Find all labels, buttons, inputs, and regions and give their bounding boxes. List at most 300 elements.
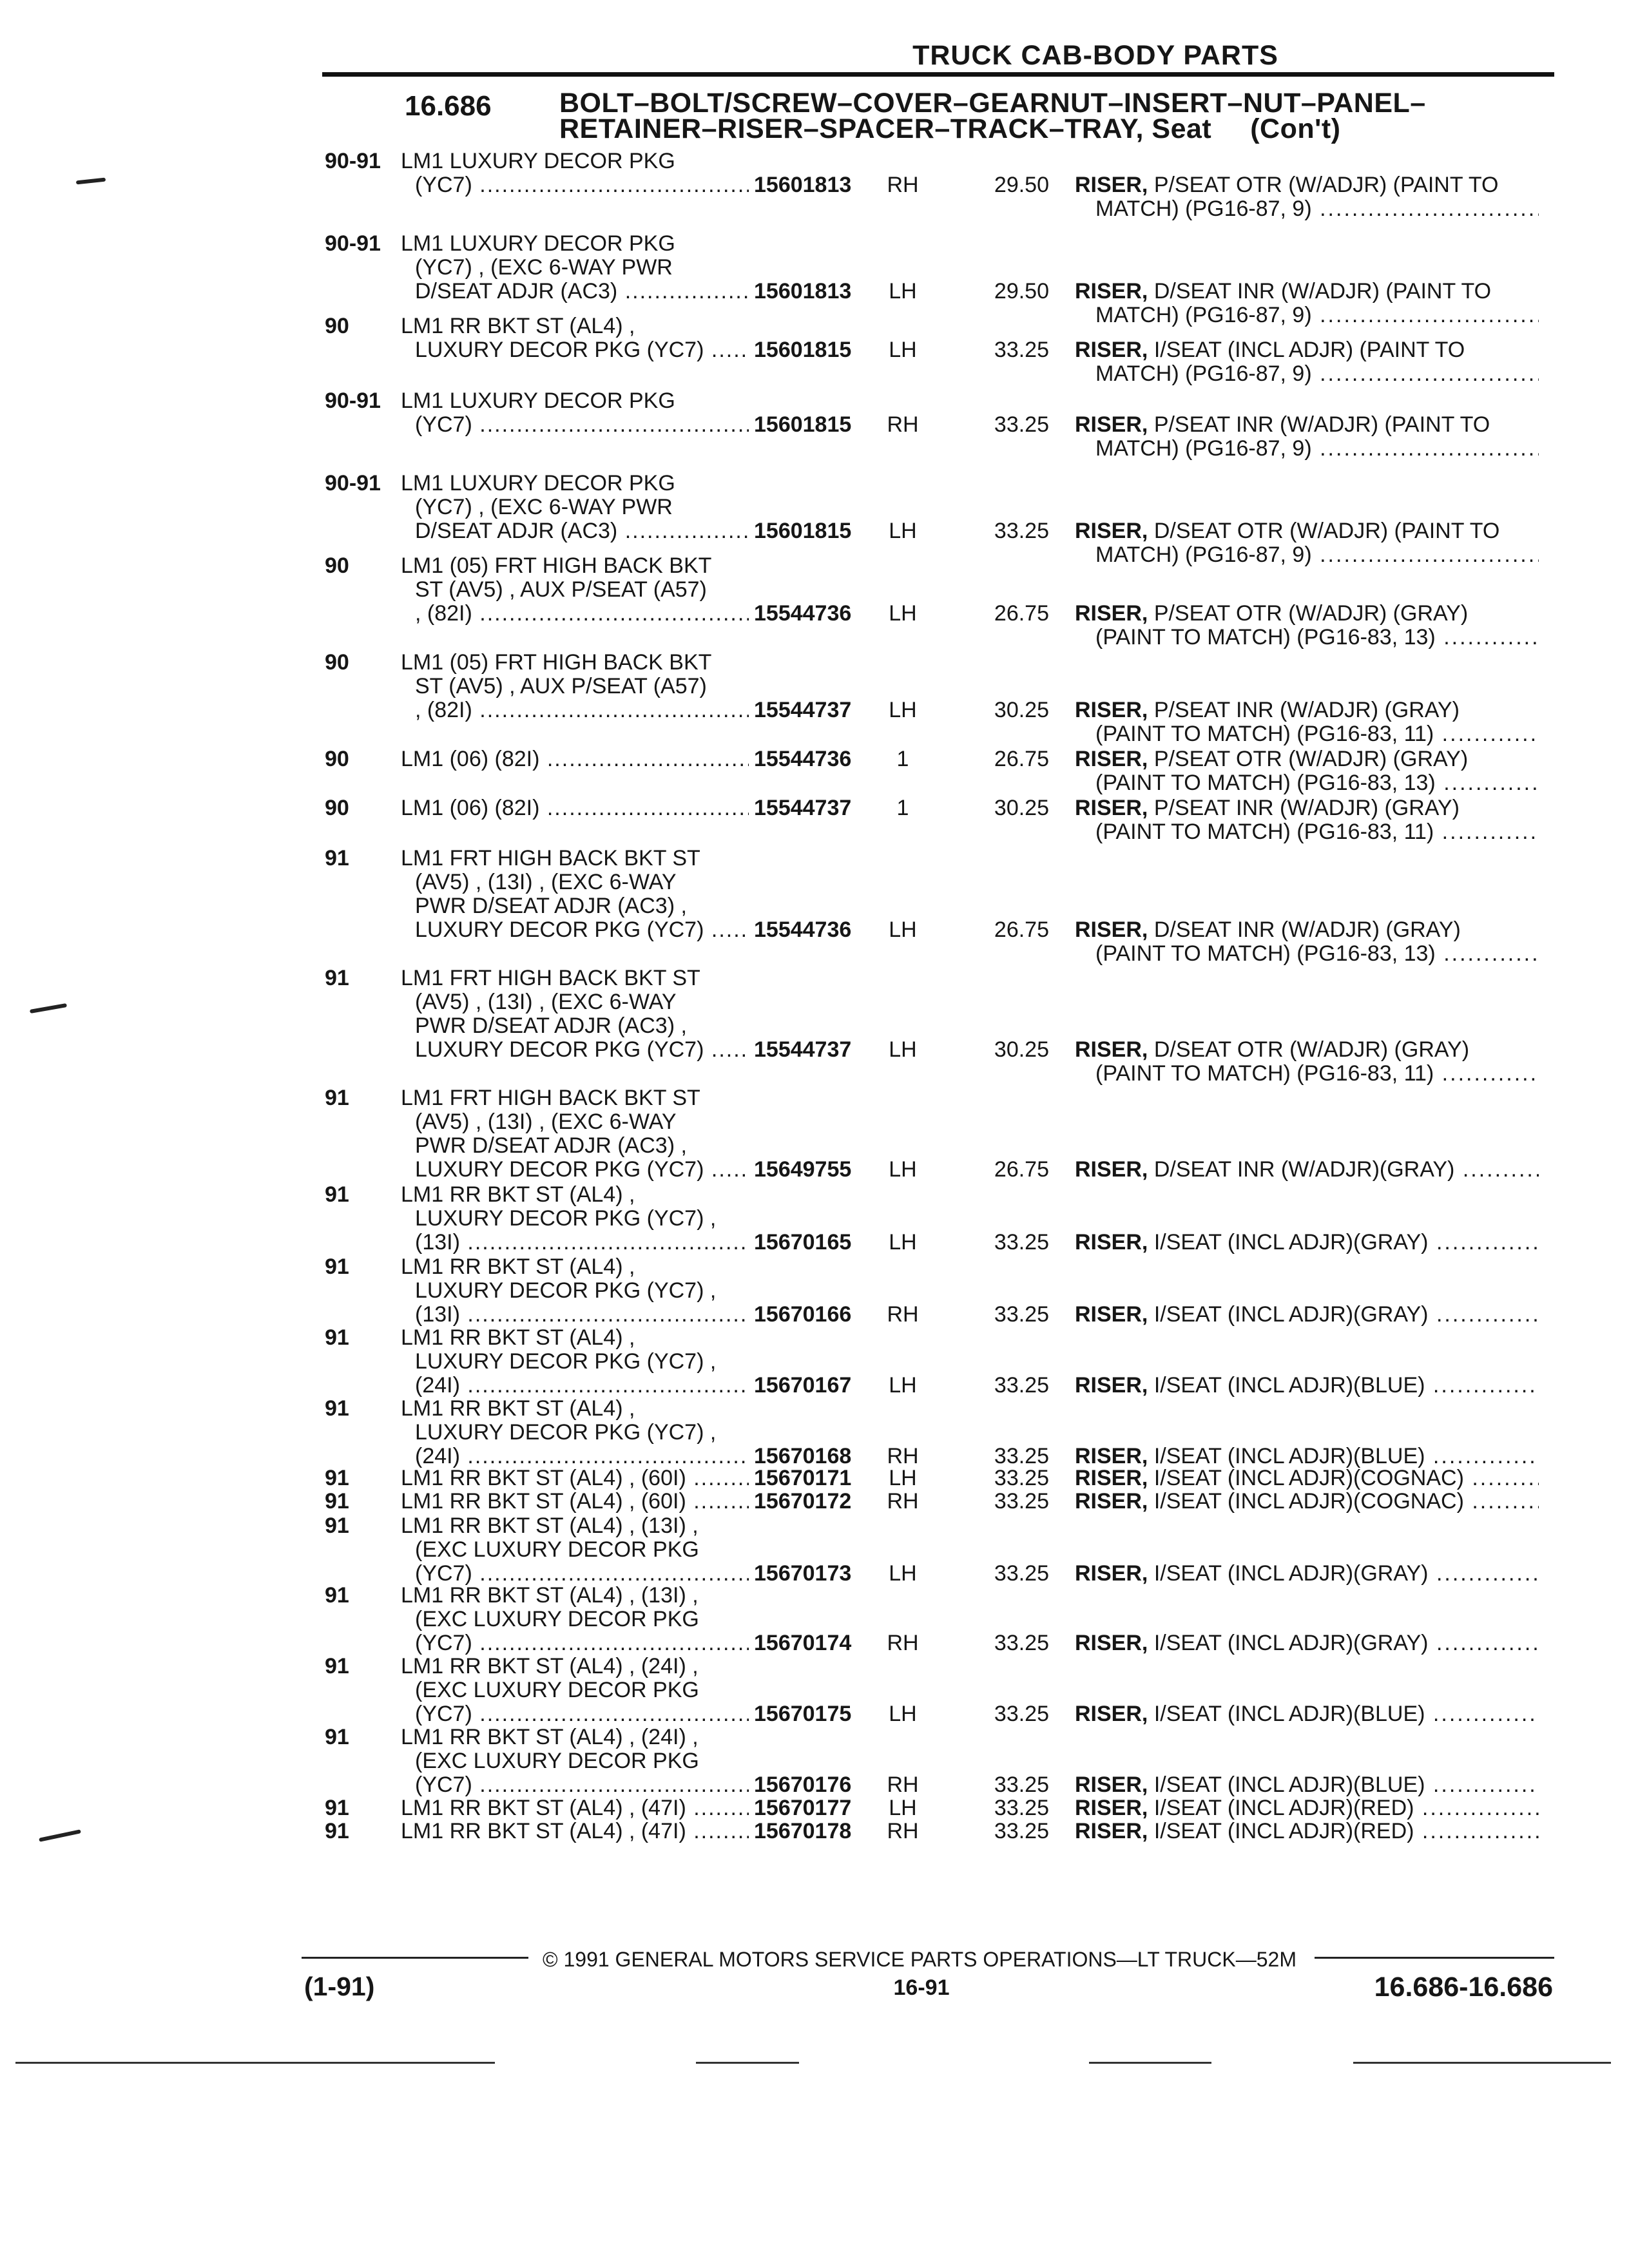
usage-line: LM1 LUXURY DECOR PKG — [401, 389, 675, 413]
usage-line: , (82I) ..... — [401, 602, 749, 626]
part-number: 15544737 — [754, 796, 852, 820]
usage-line: (AV5) , (13I) , (EXC 6-WAY — [415, 870, 677, 894]
usage-line: LUXURY DECOR PKG (YC7) , — [415, 1279, 717, 1303]
usage-line: D/SEAT ADJR (AC3) ..... — [401, 519, 749, 543]
usage-line: PWR D/SEAT ADJR (AC3) , — [415, 894, 687, 918]
description-line — [1075, 338, 1539, 362]
usage-line: LUXURY DECOR PKG (YC7) , — [415, 1421, 717, 1445]
description-line — [1075, 942, 1539, 966]
description-text: I/SEAT (INCL ADJR)(GRAY) — [1153, 1303, 1429, 1327]
part-number: 15601815 — [754, 338, 852, 362]
model-year: 91 — [325, 1583, 349, 1608]
usage-line: LM1 RR BKT ST (AL4) , (24I) , — [401, 1725, 699, 1749]
description-line — [1075, 197, 1539, 221]
description-text: D/SEAT INR (W/ADJR) (GRAY) — [1153, 918, 1461, 942]
footer-rule-left — [302, 1957, 528, 1959]
usage-line: LM1 RR BKT ST (AL4) , — [401, 1255, 635, 1279]
model-year: 90 — [325, 314, 349, 338]
usage-description — [401, 651, 749, 722]
description-line — [1075, 722, 1539, 746]
part-description — [1075, 519, 1539, 567]
description-text: I/SEAT (INCL ADJR)(COGNAC) — [1153, 1490, 1464, 1514]
description-text: MATCH) (PG16-87, 9) — [1095, 543, 1312, 567]
part-description — [1075, 747, 1539, 795]
quantity-side: LH — [889, 1230, 917, 1254]
part-number: 15544737 — [754, 698, 852, 722]
description-text: I/SEAT (INCL ADJR)(BLUE) — [1153, 1773, 1425, 1797]
part-name: RISER, — [1075, 796, 1148, 820]
part-description — [1075, 338, 1539, 386]
price: 33.25 — [994, 1631, 1049, 1655]
quantity-side: RH — [887, 1631, 919, 1655]
section-title-line1: BOLT–BOLT/SCREW–COVER–GEARNUT–INSERT–NUT–PANEL– — [559, 88, 1426, 119]
model-year: 90 — [325, 796, 349, 820]
usage-description — [401, 1326, 749, 1398]
description-text: (PAINT TO MATCH) (PG16-83, 11) — [1095, 722, 1434, 746]
part-description — [1075, 1773, 1539, 1797]
usage-line: (EXC LUXURY DECOR PKG — [415, 1678, 699, 1702]
description-line — [1075, 1062, 1539, 1086]
usage-line: LM1 RR BKT ST (AL4) , — [401, 1183, 635, 1207]
model-year: 90 — [325, 553, 349, 578]
usage-line: LM1 FRT HIGH BACK BKT ST — [401, 966, 700, 990]
usage-line: LM1 (06) (82I) ..... — [401, 747, 749, 771]
part-number: 15544736 — [754, 747, 852, 771]
usage-description — [401, 1490, 749, 1514]
description-line — [1075, 413, 1539, 437]
section-range: 16.686-16.686 — [1374, 1972, 1553, 2003]
usage-line: (AV5) , (13I) , (EXC 6-WAY — [415, 1110, 677, 1134]
quantity-side: LH — [889, 1702, 917, 1726]
quantity-side: LH — [889, 601, 917, 626]
description-line — [1075, 173, 1539, 197]
quantity-side: LH — [889, 918, 917, 942]
usage-description — [401, 1183, 749, 1254]
part-number: 15670176 — [754, 1773, 852, 1797]
usage-line: PWR D/SEAT ADJR (AC3) , — [415, 1014, 687, 1038]
bottom-rule — [1353, 2062, 1611, 2064]
part-description — [1075, 1796, 1539, 1820]
part-number: 15670167 — [754, 1373, 852, 1398]
quantity-side: RH — [887, 1302, 919, 1327]
description-text: I/SEAT (INCL ADJR)(GRAY) — [1153, 1562, 1429, 1586]
price: 30.25 — [994, 796, 1049, 820]
usage-line: (YC7) ..... — [401, 1773, 749, 1797]
usage-line: (24I) ..... — [401, 1374, 749, 1398]
price: 33.25 — [994, 412, 1049, 437]
part-number: 15601813 — [754, 173, 852, 197]
usage-description — [401, 1725, 749, 1797]
model-year: 91 — [325, 966, 349, 990]
description-line — [1075, 1445, 1539, 1468]
part-description — [1075, 1303, 1539, 1327]
date-code: (1-91) — [304, 1972, 375, 2001]
usage-line: ST (AV5) , AUX P/SEAT (A57) — [415, 675, 707, 698]
usage-line: LM1 (05) FRT HIGH BACK BKT — [401, 554, 712, 578]
part-number: 15601815 — [754, 519, 852, 543]
copyright: © 1991 GENERAL MOTORS SERVICE PARTS OPERATIONS—LT TRUCK—52M — [543, 1948, 1296, 1971]
model-year: 90-91 — [325, 231, 381, 256]
part-description — [1075, 280, 1539, 327]
usage-line: (YC7) ..... — [401, 1562, 749, 1586]
price: 33.25 — [994, 1444, 1049, 1468]
part-name: RISER, — [1075, 280, 1148, 303]
price: 33.25 — [994, 1796, 1049, 1820]
part-description — [1075, 1445, 1539, 1468]
usage-line: LM1 FRT HIGH BACK BKT ST — [401, 847, 700, 870]
part-description — [1075, 413, 1539, 461]
quantity-side: RH — [887, 1489, 919, 1514]
usage-line: LM1 RR BKT ST (AL4) , (60I) ..... — [401, 1466, 749, 1490]
part-name: RISER, — [1075, 1231, 1148, 1254]
part-number: 15670171 — [754, 1466, 852, 1490]
model-year: 91 — [325, 1182, 349, 1207]
description-line — [1075, 602, 1539, 626]
part-description — [1075, 1466, 1539, 1490]
description-line — [1075, 1490, 1539, 1514]
description-text: I/SEAT (INCL ADJR)(BLUE) — [1153, 1702, 1425, 1726]
part-name: RISER, — [1075, 1490, 1148, 1514]
usage-line: LUXURY DECOR PKG (YC7) ..... — [401, 1038, 749, 1062]
usage-description — [401, 472, 749, 543]
usage-description — [401, 1584, 749, 1655]
usage-description — [401, 232, 749, 303]
model-year: 90-91 — [325, 389, 381, 413]
quantity-side: RH — [887, 173, 919, 197]
description-line — [1075, 1038, 1539, 1062]
description-line — [1075, 1466, 1539, 1490]
usage-line: LUXURY DECOR PKG (YC7) ..... — [401, 1158, 749, 1182]
description-text: I/SEAT (INCL ADJR)(BLUE) — [1153, 1445, 1425, 1468]
part-number: 15601813 — [754, 279, 852, 303]
description-text: (PAINT TO MATCH) (PG16-83, 11) — [1095, 1062, 1434, 1086]
description-text: P/SEAT INR (W/ADJR) (PAINT TO — [1153, 413, 1490, 437]
description-text: P/SEAT OTR (W/ADJR) (PAINT TO — [1153, 173, 1499, 197]
usage-line: LM1 RR BKT ST (AL4) , (60I) ..... — [401, 1490, 749, 1514]
usage-description — [401, 747, 749, 771]
description-line — [1075, 1303, 1539, 1327]
usage-line: (13I) ..... — [401, 1231, 749, 1254]
part-description — [1075, 918, 1539, 966]
description-text: MATCH) (PG16-87, 9) — [1095, 303, 1312, 327]
part-name: RISER, — [1075, 1796, 1148, 1820]
section-title-line2: RETAINER–RISER–SPACER–TRACK–TRAY, Seat (Con't) — [559, 113, 1341, 144]
usage-line: (AV5) , (13I) , (EXC 6-WAY — [415, 990, 677, 1014]
usage-description — [401, 1820, 749, 1843]
part-name: RISER, — [1075, 1820, 1148, 1843]
part-number: 15670177 — [754, 1796, 852, 1820]
description-text: P/SEAT INR (W/ADJR) (GRAY) — [1153, 698, 1460, 722]
description-text: P/SEAT INR (W/ADJR) (GRAY) — [1153, 796, 1460, 820]
description-line — [1075, 1773, 1539, 1797]
description-text: D/SEAT INR (W/ADJR) (PAINT TO — [1153, 280, 1492, 303]
part-name: RISER, — [1075, 173, 1148, 197]
usage-line: (YC7) , (EXC 6-WAY PWR — [415, 256, 673, 280]
description-text: MATCH) (PG16-87, 9) — [1095, 362, 1312, 386]
model-year: 91 — [325, 1086, 349, 1110]
usage-line: LM1 (06) (82I) ..... — [401, 796, 749, 820]
usage-line: LM1 LUXURY DECOR PKG — [401, 472, 675, 495]
description-line — [1075, 1796, 1539, 1820]
price: 26.75 — [994, 601, 1049, 626]
quantity-side: LH — [889, 1796, 917, 1820]
description-text: I/SEAT (INCL ADJR) (PAINT TO — [1153, 338, 1465, 362]
description-line — [1075, 918, 1539, 942]
model-year: 91 — [325, 1796, 349, 1820]
quantity-side: LH — [889, 698, 917, 722]
model-year: 90 — [325, 747, 349, 771]
model-year: 91 — [325, 1396, 349, 1421]
part-name: RISER, — [1075, 1374, 1148, 1398]
part-number: 15670168 — [754, 1444, 852, 1468]
part-number: 15544737 — [754, 1037, 852, 1062]
model-year: 91 — [325, 1654, 349, 1678]
usage-line: LM1 FRT HIGH BACK BKT ST — [401, 1086, 700, 1110]
part-description — [1075, 1820, 1539, 1843]
quantity-side: LH — [889, 279, 917, 303]
quantity-side: RH — [887, 1773, 919, 1797]
description-text: (PAINT TO MATCH) (PG16-83, 11) — [1095, 820, 1434, 844]
description-line — [1075, 1562, 1539, 1586]
usage-description — [401, 1255, 749, 1327]
description-line — [1075, 771, 1539, 795]
usage-line: ST (AV5) , AUX P/SEAT (A57) — [415, 578, 707, 602]
model-year: 91 — [325, 1819, 349, 1843]
quantity-side: RH — [887, 1819, 919, 1843]
quantity-side: LH — [889, 1561, 917, 1586]
usage-description — [401, 554, 749, 626]
description-line — [1075, 303, 1539, 327]
usage-line: (EXC LUXURY DECOR PKG — [415, 1749, 699, 1773]
usage-description — [401, 847, 749, 942]
description-text: MATCH) (PG16-87, 9) — [1095, 437, 1312, 461]
usage-line: LUXURY DECOR PKG (YC7) , — [415, 1207, 717, 1231]
price: 33.25 — [994, 1466, 1049, 1490]
price: 33.25 — [994, 1773, 1049, 1797]
price: 33.25 — [994, 1561, 1049, 1586]
part-name: RISER, — [1075, 1158, 1148, 1182]
part-number: 15670178 — [754, 1819, 852, 1843]
description-line — [1075, 1820, 1539, 1843]
part-number: 15670175 — [754, 1702, 852, 1726]
description-text: I/SEAT (INCL ADJR)(RED) — [1153, 1820, 1414, 1843]
part-name: RISER, — [1075, 918, 1148, 942]
price: 33.25 — [994, 1230, 1049, 1254]
usage-line: D/SEAT ADJR (AC3) ..... — [401, 280, 749, 303]
usage-line: (24I) ..... — [401, 1445, 749, 1468]
usage-line: LM1 RR BKT ST (AL4) , — [401, 1326, 635, 1350]
model-year: 91 — [325, 1466, 349, 1490]
part-name: RISER, — [1075, 1303, 1148, 1327]
page-number: 16-91 — [893, 1975, 950, 2000]
model-year: 91 — [325, 1325, 349, 1350]
usage-line: PWR D/SEAT ADJR (AC3) , — [415, 1134, 687, 1158]
usage-description — [401, 796, 749, 820]
usage-line: LM1 LUXURY DECOR PKG — [401, 149, 675, 173]
usage-description — [401, 1655, 749, 1726]
description-line — [1075, 820, 1539, 844]
usage-line: LM1 RR BKT ST (AL4) , (13I) , — [401, 1584, 699, 1608]
quantity-side: LH — [889, 1157, 917, 1182]
model-year: 91 — [325, 846, 349, 870]
part-description — [1075, 1374, 1539, 1398]
part-name: RISER, — [1075, 1773, 1148, 1797]
price: 33.25 — [994, 1819, 1049, 1843]
part-number: 15670174 — [754, 1631, 852, 1655]
price: 26.75 — [994, 918, 1049, 942]
part-name: RISER, — [1075, 602, 1148, 626]
description-text: I/SEAT (INCL ADJR)(RED) — [1153, 1796, 1414, 1820]
usage-description — [401, 1397, 749, 1468]
price: 33.25 — [994, 1489, 1049, 1514]
description-line — [1075, 1631, 1539, 1655]
usage-line: LM1 LUXURY DECOR PKG — [401, 232, 675, 256]
usage-line: LUXURY DECOR PKG (YC7) , — [415, 1350, 717, 1374]
part-description — [1075, 1490, 1539, 1514]
description-text: P/SEAT OTR (W/ADJR) (GRAY) — [1153, 602, 1469, 626]
description-line — [1075, 1231, 1539, 1254]
price: 30.25 — [994, 1037, 1049, 1062]
part-description — [1075, 1562, 1539, 1586]
description-text: I/SEAT (INCL ADJR)(COGNAC) — [1153, 1466, 1464, 1490]
description-text: P/SEAT OTR (W/ADJR) (GRAY) — [1153, 747, 1469, 771]
part-name: RISER, — [1075, 1702, 1148, 1726]
part-name: RISER, — [1075, 747, 1148, 771]
model-year: 91 — [325, 1254, 349, 1279]
price: 33.25 — [994, 338, 1049, 362]
quantity-side: LH — [889, 1466, 917, 1490]
bottom-rule — [1089, 2062, 1211, 2064]
usage-description — [401, 149, 749, 197]
usage-line: LM1 RR BKT ST (AL4) , — [401, 314, 635, 338]
quantity-side: LH — [889, 519, 917, 543]
description-text: (PAINT TO MATCH) (PG16-83, 13) — [1095, 771, 1436, 795]
description-line — [1075, 626, 1539, 649]
quantity-side: LH — [889, 1037, 917, 1062]
description-line — [1075, 437, 1539, 461]
footer-rule-right — [1315, 1957, 1554, 1959]
model-year: 91 — [325, 1725, 349, 1749]
usage-line: (13I) ..... — [401, 1303, 749, 1327]
price: 33.25 — [994, 519, 1049, 543]
part-description — [1075, 1158, 1539, 1182]
description-line — [1075, 280, 1539, 303]
usage-description — [401, 389, 749, 437]
description-line — [1075, 362, 1539, 386]
part-name: RISER, — [1075, 338, 1148, 362]
section-number: 16.686 — [405, 90, 492, 122]
quantity-side: 1 — [896, 747, 909, 771]
running-head: TRUCK CAB-BODY PARTS — [912, 40, 1278, 71]
usage-line: (EXC LUXURY DECOR PKG — [415, 1608, 699, 1631]
usage-description — [401, 314, 749, 362]
part-description — [1075, 1702, 1539, 1726]
quantity-side: RH — [887, 412, 919, 437]
part-name: RISER, — [1075, 1562, 1148, 1586]
quantity-side: 1 — [896, 796, 909, 820]
model-year: 90 — [325, 650, 349, 675]
description-line — [1075, 519, 1539, 543]
description-text: I/SEAT (INCL ADJR)(GRAY) — [1153, 1231, 1429, 1254]
part-description — [1075, 698, 1539, 746]
usage-line: LUXURY DECOR PKG (YC7) ..... — [401, 918, 749, 942]
usage-description — [401, 1086, 749, 1182]
part-description — [1075, 1231, 1539, 1254]
usage-line: (YC7) ..... — [401, 173, 749, 197]
price: 30.25 — [994, 698, 1049, 722]
description-text: D/SEAT INR (W/ADJR)(GRAY) — [1153, 1158, 1455, 1182]
usage-line: LM1 RR BKT ST (AL4) , (24I) , — [401, 1655, 699, 1678]
description-text: (PAINT TO MATCH) (PG16-83, 13) — [1095, 942, 1436, 966]
usage-line: (YC7) ..... — [401, 1631, 749, 1655]
usage-line: LM1 RR BKT ST (AL4) , — [401, 1397, 635, 1421]
part-description — [1075, 1631, 1539, 1655]
description-text: D/SEAT OTR (W/ADJR) (GRAY) — [1153, 1038, 1470, 1062]
description-line — [1075, 747, 1539, 771]
description-line — [1075, 1702, 1539, 1726]
bottom-rule — [696, 2062, 799, 2064]
part-name: RISER, — [1075, 1631, 1148, 1655]
part-number: 15670165 — [754, 1230, 852, 1254]
description-text: (PAINT TO MATCH) (PG16-83, 13) — [1095, 626, 1436, 649]
usage-line: , (82I) ..... — [401, 698, 749, 722]
price: 33.25 — [994, 1702, 1049, 1726]
usage-line: LM1 RR BKT ST (AL4) , (13I) , — [401, 1514, 699, 1538]
usage-description — [401, 966, 749, 1062]
usage-line: (EXC LUXURY DECOR PKG — [415, 1538, 699, 1562]
usage-line: (YC7) ..... — [401, 413, 749, 437]
usage-line: LM1 RR BKT ST (AL4) , (47I) ..... — [401, 1820, 749, 1843]
usage-line: LM1 (05) FRT HIGH BACK BKT — [401, 651, 712, 675]
description-text: I/SEAT (INCL ADJR)(BLUE) — [1153, 1374, 1425, 1398]
model-year: 91 — [325, 1489, 349, 1514]
part-number: 15544736 — [754, 601, 852, 626]
description-line — [1075, 1374, 1539, 1398]
model-year: 90-91 — [325, 149, 381, 173]
part-number: 15601815 — [754, 412, 852, 437]
description-line — [1075, 543, 1539, 567]
part-description — [1075, 173, 1539, 221]
part-number: 15649755 — [754, 1157, 852, 1182]
price: 33.25 — [994, 1373, 1049, 1398]
usage-line: LM1 RR BKT ST (AL4) , (47I) ..... — [401, 1796, 749, 1820]
part-number: 15670173 — [754, 1561, 852, 1586]
part-description — [1075, 1038, 1539, 1086]
usage-description — [401, 1796, 749, 1820]
quantity-side: LH — [889, 1373, 917, 1398]
description-text: MATCH) (PG16-87, 9) — [1095, 197, 1312, 221]
usage-line: (YC7) , (EXC 6-WAY PWR — [415, 495, 673, 519]
usage-line: LUXURY DECOR PKG (YC7) ..... — [401, 338, 749, 362]
description-line — [1075, 698, 1539, 722]
bottom-rule — [15, 2062, 495, 2064]
model-year: 90-91 — [325, 471, 381, 495]
part-description — [1075, 796, 1539, 844]
part-name: RISER, — [1075, 1445, 1148, 1468]
price: 33.25 — [994, 1302, 1049, 1327]
quantity-side: LH — [889, 338, 917, 362]
continued-label: (Con't) — [1250, 113, 1341, 144]
description-line — [1075, 1158, 1539, 1182]
price: 26.75 — [994, 747, 1049, 771]
description-text: I/SEAT (INCL ADJR)(GRAY) — [1153, 1631, 1429, 1655]
part-number: 15544736 — [754, 918, 852, 942]
part-number: 15670172 — [754, 1489, 852, 1514]
usage-description — [401, 1514, 749, 1586]
part-description — [1075, 602, 1539, 649]
part-name: RISER, — [1075, 519, 1148, 543]
part-name: RISER, — [1075, 1466, 1148, 1490]
